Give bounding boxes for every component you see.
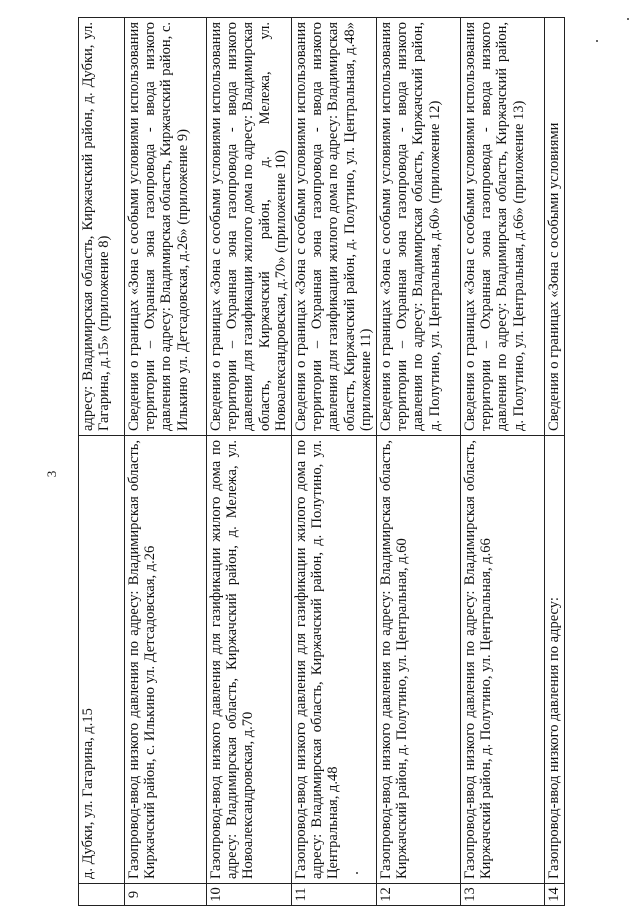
object-description: Газопровод-ввод низкого давления для газификации жилого дома по адресу: Владимирская область, Киржачский район, д. Полутино, ул. Центральная, д.48 (292, 436, 377, 884)
table-row (79, 18, 125, 906)
row-number: 13 (461, 884, 545, 906)
scan-speck (627, 18, 629, 20)
row-number: 12 (377, 884, 461, 906)
boundary-info: Сведения о границах «Зона с особыми условиями использования территории – Охранная зона газопровода - ввода низкого давления для газификации жилого дома по адресу: Владимирская область, Киржачский район, д. Мележа, ул. Новоалександровская, д.70» (приложение 10) (207, 18, 292, 436)
scan-speck (596, 40, 598, 42)
object-description: Газопровод-ввод низкого давления по адресу: Владимирская область, Киржачский район, д. Полутино, ул. Центральная, д.60 (377, 436, 461, 884)
table-row (125, 18, 207, 906)
table-row (377, 18, 461, 906)
boundary-info: Сведения о границах «Зона с особыми условиями использования территории – Охранная зона газопровода - ввода низкого давления по адресу: Владимирская область, Киржачский район, д. Полутино, ул. Центральная, д.60» (приложение 12) (377, 18, 461, 436)
row-number: 9 (125, 884, 207, 906)
objects-table (78, 17, 565, 906)
boundary-info: Сведения о границах «Зона с особыми условиями использования территории – Охранная зона газопровода - ввода низкого давления по адресу: Владимирская область, Киржачский район, д. Полутино, ул. Центральная, д.66» (приложение 13) (461, 18, 545, 436)
boundary-info: Сведения о границах «Зона с особыми условиями (545, 18, 565, 436)
boundary-info: Сведения о границах «Зона с особыми условиями использования территории – Охранная зона газопровода - ввода низкого давления для газификации жилого дома по адресу: Владимирская область, Киржачский район, д. Полутино, ул. Центральная, д.48» (приложение 11) (292, 18, 377, 436)
object-description: Газопровод-ввод низкого давления по адресу: (545, 436, 565, 884)
object-description: д. Дубки, ул. Гагарина, д.15 (79, 436, 125, 884)
table-row (545, 18, 565, 906)
row-number: 11 (292, 884, 377, 906)
row-number: 10 (207, 884, 292, 906)
object-description: Газопровод-ввод низкого давления для газификации жилого дома по адресу: Владимирская область, Киржачский район, д. Мележа, ул. Новоалександровская, д.70 (207, 436, 292, 884)
page-number: 3 (44, 470, 59, 478)
boundary-info: Сведения о границах «Зона с особыми условиями использования территории – Охранная зона газопровода - ввода низкого давления по адресу: Владимирская область, Киржачский район, с. Илькино ул. Детсадовская, д.26» (приложение 9) (125, 18, 207, 436)
row-number (79, 884, 125, 906)
object-description: Газопровод-ввод низкого давления по адресу: Владимирская область, Киржачский район, с. Илькино ул. Детсадовская, д.26 (125, 436, 207, 884)
table-row (292, 18, 377, 906)
object-description: Газопровод-ввод низкого давления по адресу: Владимирская область, Киржачский район, д. Полутино, ул. Центральная, д.66 (461, 436, 545, 884)
boundary-info: адресу: Владимирская область, Киржачский район, д. Дубки, ул. Гагарина, д.15» (приложение 8) (79, 18, 125, 436)
row-number: 14 (545, 884, 565, 906)
rotated-table-container (70, 0, 570, 906)
table-row (461, 18, 545, 906)
table-row (207, 18, 292, 906)
